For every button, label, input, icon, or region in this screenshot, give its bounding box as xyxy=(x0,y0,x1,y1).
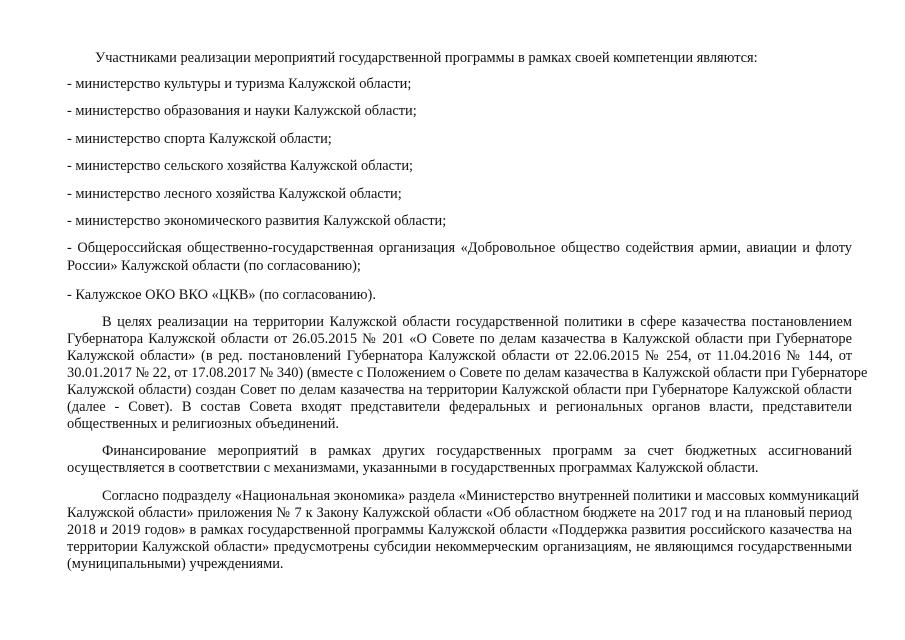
paragraph-subsidies-line3: 2018 и 2019 годов» в рамках государственной программы Калужской области «Поддержка развития российского казачества на xyxy=(67,522,852,538)
paragraph-kazachestvo-line7: общественных и религиозных объединений. xyxy=(67,416,340,432)
intro-text: Участниками реализации мероприятий государственной программы в рамках своей компетенции являются: xyxy=(95,50,758,66)
paragraph-subsidies-line1: Согласно подразделу «Национальная экономика» раздела «Министерство внутренней политики и массовых коммуникаций xyxy=(102,488,860,504)
list-item-forestry: - министерство лесного хозяйства Калужской области; xyxy=(67,186,402,202)
paragraph-kazachestvo-line1: В целях реализации на территории Калужской области государственной политики в сфере казачества постановлением xyxy=(102,314,852,330)
list-item-agriculture: - министерство сельского хозяйства Калужской области; xyxy=(67,158,414,174)
list-item-culture: - министерство культуры и туризма Калужской области; xyxy=(67,76,412,92)
paragraph-subsidies-line2: Калужской области» приложения № 7 к Закону Калужской области «Об областном бюджете на 2017 год и на плановый период xyxy=(67,505,852,521)
paragraph-subsidies-line5: (муниципальными) учреждениями. xyxy=(67,556,284,572)
list-item-education: - министерство образования и науки Калужской области; xyxy=(67,103,417,119)
paragraph-finance-line1: Финансирование мероприятий в рамках других государственных программ за счет бюджетных ассигнований xyxy=(102,443,852,459)
list-item-economy: - министерство экономического развития Калужской области; xyxy=(67,213,447,229)
paragraph-finance-line2: осуществляется в соответствии с механизмами, указанными в государственных программах Калужской области. xyxy=(67,460,759,476)
list-item-cossack-society: - Калужское ОКО ВКО «ЦКВ» (по согласованию). xyxy=(67,287,376,303)
paragraph-subsidies-line4: территории Калужской области» предусмотрены субсидии некоммерческим организациям, не являющимся государственными xyxy=(67,539,852,555)
paragraph-kazachestvo-line3: Калужской области» (в ред. постановлений Губернатора Калужской области от 22.06.2015 № 254, от 11.04.2016 № 144, от xyxy=(67,348,852,364)
list-item-dosaaf-line2: России» Калужской области (по согласованию); xyxy=(67,258,361,274)
paragraph-kazachestvo-line4: 30.01.2017 № 22, от 17.08.2017 № 340) (вместе с Положением о Совете по делам казачества в Калужской области при Губернаторе xyxy=(67,365,868,381)
list-item-sport: - министерство спорта Калужской области; xyxy=(67,131,332,147)
paragraph-kazachestvo-line5: Калужской области) создан Совет по делам казачества на территории Калужской области при Губернаторе Калужской области xyxy=(67,382,852,398)
list-item-dosaaf-line1: - Общероссийская общественно-государственная организация «Добровольное общество содействия армии, авиации и флоту xyxy=(67,240,852,256)
paragraph-kazachestvo-line2: Губернатора Калужской области от 26.05.2015 № 201 «О Совете по делам казачества в Калужской области при Губернаторе xyxy=(67,331,852,347)
paragraph-kazachestvo-line6: (далее - Совет). В состав Совета входят представители федеральных и региональных органов власти, представители xyxy=(67,399,852,415)
